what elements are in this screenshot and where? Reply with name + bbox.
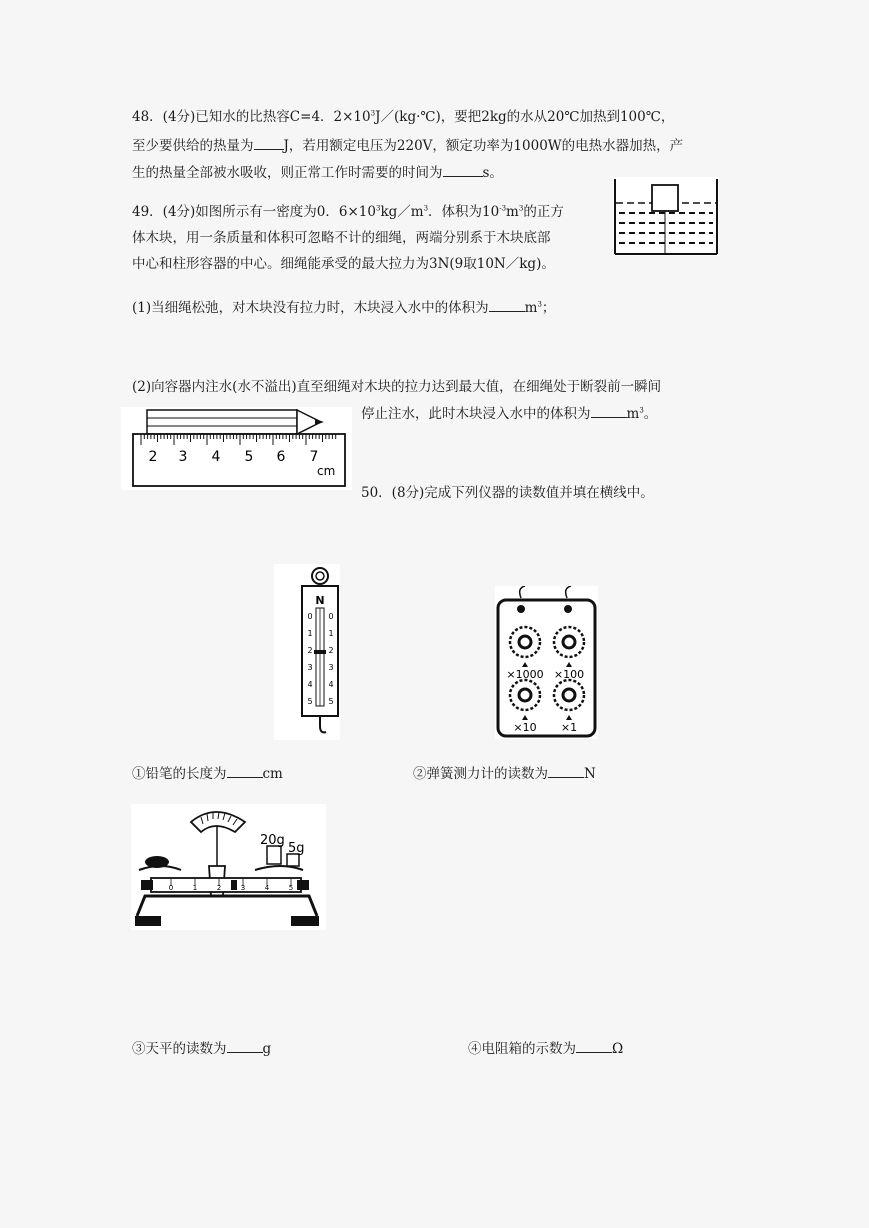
svg-text:5: 5 [288,884,294,892]
q50-title: 50．(8分)完成下列仪器的读数值并填在横线中。 [361,485,654,501]
svg-text:4: 4 [328,680,334,689]
svg-text:2: 2 [307,646,313,655]
ruler-tick-label: 5 [244,449,254,465]
balance-figure [131,804,326,930]
q48-line2: 至少要供给的热量为 J，若用额定电压为220V，额定功率为1000W的电热水器加热，产 [132,135,683,155]
svg-text:5: 5 [307,697,313,706]
multiplier-label: ×100 [553,668,585,681]
weight-20g-label: 20g [260,833,285,848]
answer-blank-volume2[interactable] [591,403,627,418]
answer-blank-resistance[interactable] [576,1038,612,1053]
q49-sub1: (1)当细绳松弛，对木块没有拉力时，木块浸入水中的体积为 $m^3$； [132,297,555,317]
ruler-tick-label: 6 [276,449,286,465]
multiplier-label: ×10 [513,721,537,734]
q49-sub2-line2: 停止注水，此时木块浸入水中的体积为 $m^3$。 [361,403,657,423]
q50-item4: ④电阻箱的示数为 Ω [468,1038,623,1058]
q50-item3: ③天平的读数为 g [132,1038,271,1058]
svg-text:3: 3 [240,884,246,892]
svg-text:3: 3 [328,663,334,672]
svg-text:5: 5 [328,697,334,706]
svg-text:0: 0 [328,612,334,621]
svg-text:4: 4 [307,680,313,689]
multiplier-label: ×1000 [506,668,544,681]
spring-scale-figure [274,564,340,740]
q49-line1: 49．(4分)如图所示有一密度为0．$6\times 10^3kg/m^3$．体积为$10^{-3}m^3$的正方 [132,204,564,220]
q48-line3: 生的热量全部被水吸收，则正常工作时需要的时间为 s。 [132,162,503,182]
q49-sub2-line1: (2)向容器内注水(水不溢出)直至细绳对木块的拉力达到最大值，在细绳处于断裂前一瞬间 [132,379,662,395]
ruler-tick-label: 2 [148,449,158,465]
q50-item2: ②弹簧测力计的读数为 N [413,763,596,783]
spring-scale-unit: N [315,594,325,607]
ruler-figure [121,407,352,490]
svg-text:0: 0 [168,884,174,892]
ruler-tick-label: 3 [178,449,188,465]
answer-blank-balance[interactable] [227,1038,263,1053]
ruler-unit-label: cm [317,464,336,478]
svg-text:1: 1 [192,884,198,892]
answer-blank-heat[interactable] [254,135,284,150]
ruler-tick-label: 4 [211,449,221,465]
q49-line2: 体木块，用一条质量和体积可忽略不计的细绳，两端分别系于木块底部 [132,230,551,246]
resistance-box-figure [495,586,598,739]
svg-text:2: 2 [328,646,334,655]
ruler-tick-label: 7 [309,449,319,465]
answer-blank-spring[interactable] [548,763,584,778]
q50-item1: ①铅笔的长度为 cm [132,763,283,783]
container-figure [613,177,719,256]
svg-text:2: 2 [216,884,222,892]
svg-text:1: 1 [328,629,334,638]
answer-blank-volume1[interactable] [489,297,525,312]
answer-blank-pencil[interactable] [227,763,263,778]
svg-text:3: 3 [307,663,313,672]
svg-text:4: 4 [264,884,270,892]
q49-line3: 中心和柱形容器的中心。细绳能承受的最大拉力为3N(9取10N／kg)。 [132,256,555,272]
svg-text:1: 1 [307,629,313,638]
answer-blank-time[interactable] [443,162,483,177]
svg-text:0: 0 [307,612,313,621]
multiplier-label: ×1 [560,721,578,734]
weight-5g-label: 5g [288,841,305,856]
q48-line1: 48．(4分)已知水的比热容C=4．$2\times 10^3J/(kg\cdot℃)$，要把2kg的水从20℃加热到100℃， [132,109,675,125]
